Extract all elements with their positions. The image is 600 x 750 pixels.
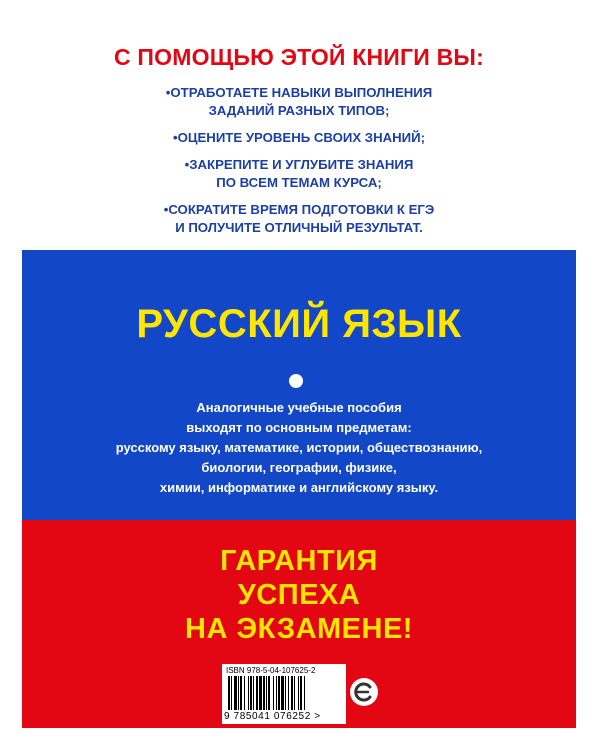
benefits-list [22, 84, 576, 246]
benefit-item: •ОЦЕНИТЕ УРОВЕНЬ СВОИХ ЗНАНИЙ; [173, 130, 425, 145]
benefit-item: •ОТРАБОТАЕТЕ НАВЫКИ ВЫПОЛНЕНИЯ ЗАДАНИЙ РАЗНЫХ ТИПОВ; [165, 85, 433, 118]
guarantee-slogan: ГАРАНТИЯ УСПЕХА НА ЭКЗАМЕНЕ! [185, 545, 413, 645]
benefits-title: С ПОМОЩЬЮ ЭТОЙ КНИГИ ВЫ: [114, 44, 484, 70]
bullet-dot-icon [289, 374, 303, 388]
barcode-number: 9 785041 076252 > [224, 711, 321, 722]
book-back-cover [22, 22, 576, 728]
benefit-item: •СОКРАТИТЕ ВРЕМЯ ПОДГОТОВКИ К ЕГЭ И ПОЛУЧИТЕ ОТЛИЧНЫЙ РЕЗУЛЬТАТ. [163, 202, 435, 235]
isbn-label: ISBN 978-5-04-107625-2 [226, 666, 316, 675]
benefit-item: •ЗАКРЕПИТЕ И УГЛУБИТЕ ЗНАНИЯ ПО ВСЕМ ТЕМАМ КУРСА; [184, 157, 414, 190]
benefits-section [22, 22, 576, 250]
subject-band [22, 250, 576, 520]
barcode [222, 664, 346, 724]
eksmo-logo-icon [350, 678, 378, 706]
similar-books-text: Аналогичные учебные пособия выходят по основным предметам: русскому языку, математике, истории, обществознанию, биологии, географии, физике, химии, информатике и английскому языку. [115, 400, 483, 495]
subject-title: РУССКИЙ ЯЗЫК [136, 302, 462, 346]
barcode-bars [228, 676, 340, 710]
